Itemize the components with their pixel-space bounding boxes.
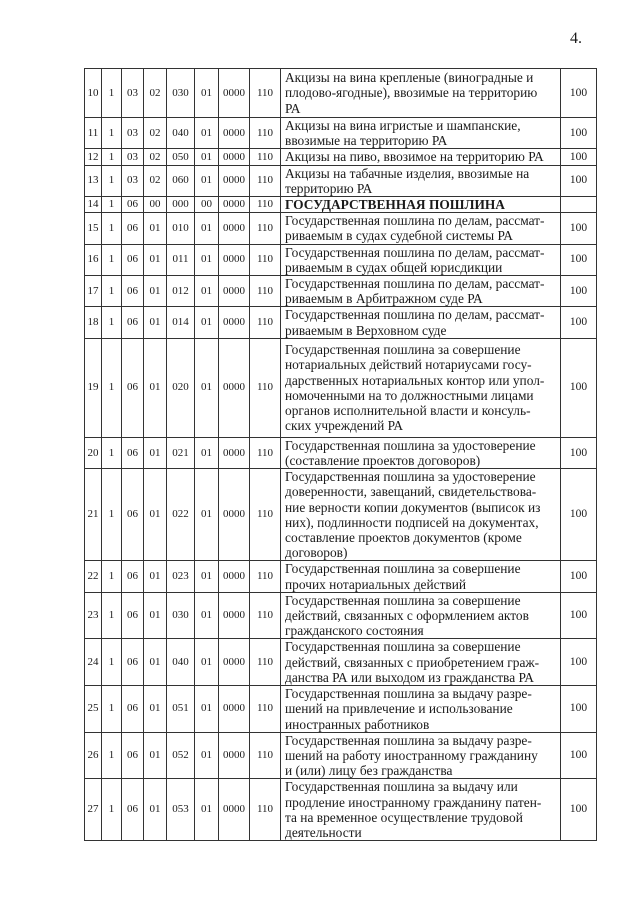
table-row bbox=[85, 779, 597, 841]
code-group: 1 bbox=[102, 639, 122, 686]
code-classification: 110 bbox=[250, 338, 281, 437]
income-description: Государственная пошлина за выдачу или продление иностранному гражданину патен- та на временное осуществление трудовой деятельности bbox=[281, 779, 561, 841]
percent-norm: 100 bbox=[561, 561, 597, 592]
code-program: 0000 bbox=[219, 686, 250, 733]
code-subarticle: 053 bbox=[167, 779, 195, 841]
table-row bbox=[85, 686, 597, 733]
code-program: 0000 bbox=[219, 732, 250, 779]
code-article: 02 bbox=[144, 165, 167, 196]
code-subgroup: 06 bbox=[122, 276, 144, 307]
code-group: 1 bbox=[102, 165, 122, 196]
table-row bbox=[85, 197, 597, 213]
code-article: 01 bbox=[144, 276, 167, 307]
code-article: 01 bbox=[144, 307, 167, 338]
code-group: 1 bbox=[102, 779, 122, 841]
row-number: 11 bbox=[85, 118, 102, 149]
percent-norm: 100 bbox=[561, 69, 597, 118]
code-element: 01 bbox=[195, 561, 219, 592]
row-number: 24 bbox=[85, 639, 102, 686]
code-subarticle: 021 bbox=[167, 437, 195, 468]
budget-classification-table bbox=[84, 68, 597, 841]
code-group: 1 bbox=[102, 197, 122, 213]
code-element: 01 bbox=[195, 686, 219, 733]
code-group: 1 bbox=[102, 437, 122, 468]
code-subarticle: 030 bbox=[167, 69, 195, 118]
code-classification: 110 bbox=[250, 118, 281, 149]
code-group: 1 bbox=[102, 244, 122, 275]
code-group: 1 bbox=[102, 276, 122, 307]
code-program: 0000 bbox=[219, 213, 250, 244]
row-number: 27 bbox=[85, 779, 102, 841]
code-article: 01 bbox=[144, 779, 167, 841]
code-subgroup: 06 bbox=[122, 244, 144, 275]
code-element: 01 bbox=[195, 732, 219, 779]
code-subarticle: 011 bbox=[167, 244, 195, 275]
code-subgroup: 06 bbox=[122, 307, 144, 338]
code-classification: 110 bbox=[250, 197, 281, 213]
code-program: 0000 bbox=[219, 338, 250, 437]
code-group: 1 bbox=[102, 686, 122, 733]
percent-norm: 100 bbox=[561, 307, 597, 338]
percent-norm: 100 bbox=[561, 165, 597, 196]
code-group: 1 bbox=[102, 118, 122, 149]
income-description: ГОСУДАРСТВЕННАЯ ПОШЛИНА bbox=[281, 197, 561, 213]
percent-norm bbox=[561, 197, 597, 213]
code-subgroup: 06 bbox=[122, 437, 144, 468]
table-row bbox=[85, 592, 597, 639]
income-description: Государственная пошлина по делам, рассмат- риваемым в судах общей юрисдикции bbox=[281, 244, 561, 275]
code-program: 0000 bbox=[219, 437, 250, 468]
code-group: 1 bbox=[102, 213, 122, 244]
code-classification: 110 bbox=[250, 149, 281, 165]
code-classification: 110 bbox=[250, 213, 281, 244]
code-element: 01 bbox=[195, 69, 219, 118]
code-classification: 110 bbox=[250, 437, 281, 468]
code-article: 02 bbox=[144, 149, 167, 165]
code-program: 0000 bbox=[219, 197, 250, 213]
income-description: Акцизы на пиво, ввозимое на территорию РА bbox=[281, 149, 561, 165]
code-subarticle: 014 bbox=[167, 307, 195, 338]
code-article: 01 bbox=[144, 244, 167, 275]
row-number: 26 bbox=[85, 732, 102, 779]
income-description: Акцизы на вина игристые и шампанские, ввозимые на территорию РА bbox=[281, 118, 561, 149]
percent-norm: 100 bbox=[561, 686, 597, 733]
page-number: 4. bbox=[570, 30, 582, 47]
row-number: 10 bbox=[85, 69, 102, 118]
code-group: 1 bbox=[102, 69, 122, 118]
code-element: 01 bbox=[195, 779, 219, 841]
code-subgroup: 06 bbox=[122, 561, 144, 592]
code-element: 01 bbox=[195, 307, 219, 338]
code-subarticle: 050 bbox=[167, 149, 195, 165]
code-article: 01 bbox=[144, 469, 167, 561]
code-program: 0000 bbox=[219, 69, 250, 118]
code-classification: 110 bbox=[250, 639, 281, 686]
percent-norm: 100 bbox=[561, 244, 597, 275]
code-subarticle: 040 bbox=[167, 118, 195, 149]
row-number: 16 bbox=[85, 244, 102, 275]
code-subarticle: 023 bbox=[167, 561, 195, 592]
row-number: 21 bbox=[85, 469, 102, 561]
code-subgroup: 06 bbox=[122, 732, 144, 779]
code-subgroup: 06 bbox=[122, 338, 144, 437]
code-classification: 110 bbox=[250, 686, 281, 733]
table-row bbox=[85, 213, 597, 244]
percent-norm: 100 bbox=[561, 213, 597, 244]
code-group: 1 bbox=[102, 338, 122, 437]
table-row bbox=[85, 561, 597, 592]
income-description: Государственная пошлина за удостоверение (составление проектов договоров) bbox=[281, 437, 561, 468]
code-element: 01 bbox=[195, 118, 219, 149]
code-subarticle: 022 bbox=[167, 469, 195, 561]
code-element: 01 bbox=[195, 213, 219, 244]
percent-norm: 100 bbox=[561, 149, 597, 165]
code-element: 01 bbox=[195, 276, 219, 307]
code-subarticle: 000 bbox=[167, 197, 195, 213]
code-classification: 110 bbox=[250, 592, 281, 639]
code-classification: 110 bbox=[250, 69, 281, 118]
income-description: Государственная пошлина за совершение действий, связанных с приобретением граж- данства РА или выходом из гражданства РА bbox=[281, 639, 561, 686]
table-row bbox=[85, 118, 597, 149]
code-article: 01 bbox=[144, 437, 167, 468]
percent-norm: 100 bbox=[561, 639, 597, 686]
code-subgroup: 06 bbox=[122, 197, 144, 213]
row-number: 19 bbox=[85, 338, 102, 437]
code-classification: 110 bbox=[250, 165, 281, 196]
code-article: 01 bbox=[144, 213, 167, 244]
income-description: Государственная пошлина за совершение действий, связанных с оформлением актов гражданского состояния bbox=[281, 592, 561, 639]
table-row bbox=[85, 149, 597, 165]
row-number: 12 bbox=[85, 149, 102, 165]
code-program: 0000 bbox=[219, 469, 250, 561]
code-program: 0000 bbox=[219, 165, 250, 196]
code-article: 00 bbox=[144, 197, 167, 213]
code-subarticle: 060 bbox=[167, 165, 195, 196]
percent-norm: 100 bbox=[561, 338, 597, 437]
code-subgroup: 06 bbox=[122, 592, 144, 639]
code-program: 0000 bbox=[219, 779, 250, 841]
table-row bbox=[85, 307, 597, 338]
code-group: 1 bbox=[102, 469, 122, 561]
row-number: 20 bbox=[85, 437, 102, 468]
code-subarticle: 010 bbox=[167, 213, 195, 244]
code-program: 0000 bbox=[219, 118, 250, 149]
code-classification: 110 bbox=[250, 732, 281, 779]
row-number: 15 bbox=[85, 213, 102, 244]
income-description: Акцизы на вина крепленые (виноградные и плодово-ягодные), ввозимые на территорию РА bbox=[281, 69, 561, 118]
code-element: 01 bbox=[195, 338, 219, 437]
percent-norm: 100 bbox=[561, 118, 597, 149]
percent-norm: 100 bbox=[561, 732, 597, 779]
code-article: 01 bbox=[144, 686, 167, 733]
table-row bbox=[85, 165, 597, 196]
income-description: Государственная пошлина по делам, рассмат- риваемым в Арбитражном суде РА bbox=[281, 276, 561, 307]
code-group: 1 bbox=[102, 149, 122, 165]
table-row bbox=[85, 639, 597, 686]
row-number: 23 bbox=[85, 592, 102, 639]
code-program: 0000 bbox=[219, 149, 250, 165]
row-number: 17 bbox=[85, 276, 102, 307]
code-element: 01 bbox=[195, 244, 219, 275]
code-program: 0000 bbox=[219, 244, 250, 275]
code-subgroup: 06 bbox=[122, 779, 144, 841]
income-description: Государственная пошлина за выдачу разре- шений на работу иностранному гражданину и (или) лицу без гражданства bbox=[281, 732, 561, 779]
code-subarticle: 030 bbox=[167, 592, 195, 639]
code-element: 01 bbox=[195, 437, 219, 468]
code-classification: 110 bbox=[250, 561, 281, 592]
code-classification: 110 bbox=[250, 276, 281, 307]
code-group: 1 bbox=[102, 592, 122, 639]
code-article: 02 bbox=[144, 69, 167, 118]
code-article: 01 bbox=[144, 338, 167, 437]
percent-norm: 100 bbox=[561, 779, 597, 841]
code-program: 0000 bbox=[219, 639, 250, 686]
row-number: 18 bbox=[85, 307, 102, 338]
row-number: 14 bbox=[85, 197, 102, 213]
code-program: 0000 bbox=[219, 276, 250, 307]
code-group: 1 bbox=[102, 732, 122, 779]
income-description: Государственная пошлина за удостоверение доверенности, завещаний, свидетельствова- ние верности копии документов (выписок из них), подлинности подписей на документах, составление проектов документов (кроме договоров) bbox=[281, 469, 561, 561]
income-description: Государственная пошлина за совершение прочих нотариальных действий bbox=[281, 561, 561, 592]
percent-norm: 100 bbox=[561, 469, 597, 561]
code-classification: 110 bbox=[250, 244, 281, 275]
code-program: 0000 bbox=[219, 561, 250, 592]
code-subarticle: 020 bbox=[167, 338, 195, 437]
income-description: Государственная пошлина по делам, рассмат- риваемым в Верховном суде bbox=[281, 307, 561, 338]
code-subarticle: 051 bbox=[167, 686, 195, 733]
code-subarticle: 052 bbox=[167, 732, 195, 779]
code-element: 01 bbox=[195, 165, 219, 196]
code-subarticle: 040 bbox=[167, 639, 195, 686]
code-element: 01 bbox=[195, 469, 219, 561]
code-subgroup: 06 bbox=[122, 213, 144, 244]
income-description: Государственная пошлина за выдачу разре- шений на привлечение и использование иностранных работников bbox=[281, 686, 561, 733]
table-row bbox=[85, 732, 597, 779]
code-group: 1 bbox=[102, 307, 122, 338]
code-subgroup: 03 bbox=[122, 118, 144, 149]
code-subgroup: 03 bbox=[122, 149, 144, 165]
code-group: 1 bbox=[102, 561, 122, 592]
percent-norm: 100 bbox=[561, 592, 597, 639]
income-description: Государственная пошлина за совершение нотариальных действий нотариусами госу- дарственных нотариальных контор или упол- номоченными на то должностными лицами органов исполнительной власти и консуль- ских учреждений РА bbox=[281, 338, 561, 437]
code-subgroup: 03 bbox=[122, 69, 144, 118]
code-subgroup: 03 bbox=[122, 165, 144, 196]
row-number: 22 bbox=[85, 561, 102, 592]
code-subgroup: 06 bbox=[122, 686, 144, 733]
table-row bbox=[85, 69, 597, 118]
code-element: 01 bbox=[195, 639, 219, 686]
percent-norm: 100 bbox=[561, 276, 597, 307]
table-row bbox=[85, 338, 597, 437]
code-article: 01 bbox=[144, 561, 167, 592]
code-classification: 110 bbox=[250, 469, 281, 561]
code-article: 01 bbox=[144, 639, 167, 686]
table-row bbox=[85, 244, 597, 275]
code-subarticle: 012 bbox=[167, 276, 195, 307]
code-article: 01 bbox=[144, 732, 167, 779]
percent-norm: 100 bbox=[561, 437, 597, 468]
code-article: 02 bbox=[144, 118, 167, 149]
table-row bbox=[85, 469, 597, 561]
row-number: 25 bbox=[85, 686, 102, 733]
code-subgroup: 06 bbox=[122, 639, 144, 686]
code-article: 01 bbox=[144, 592, 167, 639]
row-number: 13 bbox=[85, 165, 102, 196]
table-row bbox=[85, 276, 597, 307]
code-classification: 110 bbox=[250, 779, 281, 841]
code-element: 00 bbox=[195, 197, 219, 213]
code-subgroup: 06 bbox=[122, 469, 144, 561]
code-program: 0000 bbox=[219, 307, 250, 338]
income-description: Государственная пошлина по делам, рассмат- риваемым в судах судебной системы РА bbox=[281, 213, 561, 244]
code-program: 0000 bbox=[219, 592, 250, 639]
code-element: 01 bbox=[195, 149, 219, 165]
code-element: 01 bbox=[195, 592, 219, 639]
table-row bbox=[85, 437, 597, 468]
income-description: Акцизы на табачные изделия, ввозимые на территорию РА bbox=[281, 165, 561, 196]
code-classification: 110 bbox=[250, 307, 281, 338]
